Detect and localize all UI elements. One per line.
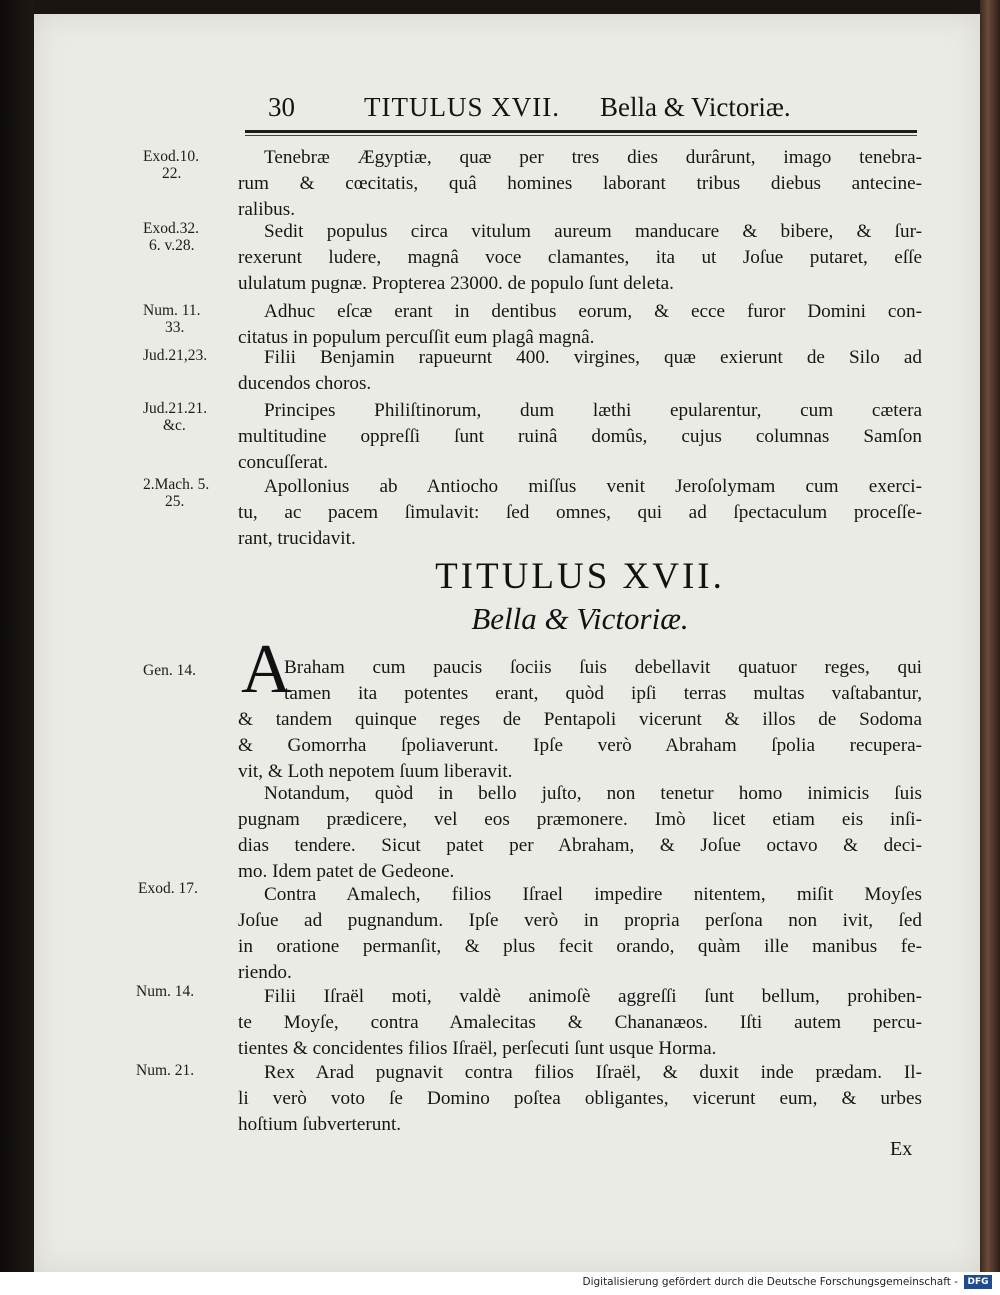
- margin-reference: 2.Mach. 5. 25.: [143, 476, 210, 510]
- entry-paragraph: Adhuc eſcæ erant in dentibus eorum, & ecce furor Domini con- citatus in populum percuſſit eum plagâ magnâ.: [238, 301, 922, 348]
- section-subtitle: Bella & Victoriæ.: [471, 601, 689, 636]
- scan-left-edge: [0, 0, 34, 1272]
- funding-notice: Digitalisierung gefördert durch die Deutsche Forschungsgemeinschaft -: [582, 1276, 958, 1288]
- entry-paragraph: Contra Amalech, filios Iſrael impedire nitentem, miſit Moyſes Joſue ad pugnandum. Ipſe verò in propria perſona non ivit, ſed in oratione permanſit, & plus fecit orando, quàm ille manibus fe- riendo.: [238, 884, 922, 983]
- entry-paragraph: Rex Arad pugnavit contra filios Iſraël, & duxit inde prædam. Il- li verò voto ſe Domino poſtea obligantes, vicerunt eum, & urbes hoſtium ſubverterunt.: [238, 1062, 922, 1135]
- header-rule: [245, 130, 917, 133]
- entry-paragraph: Filii Benjamin rapueurnt 400. virgines, quæ exierunt de Silo ad ducendos choros.: [238, 347, 922, 394]
- entry-paragraph: Sedit populus circa vitulum aureum manducare & bibere, & ſur- rexerunt ludere, magnâ voce clamantes, ita ut Joſue putaret, eſſe ululatum pugnæ. Propterea 23000. de populo ſunt deleta.: [238, 221, 922, 294]
- entry-paragraph: Filii Iſraël moti, valdè animoſè aggreſſi ſunt bellum, prohiben- te Moyſe, contra Amalecitas & Chananæos. Iſti autem percu- tientes & concidentes filios Iſraël, perſecuti ſunt usque Horma.: [238, 986, 922, 1059]
- margin-reference: Num. 21.: [136, 1062, 195, 1079]
- section-title: TITULUS XVII.: [435, 556, 725, 597]
- header-rule-thin: [245, 135, 917, 136]
- margin-reference: Num. 11. 33.: [143, 302, 201, 336]
- margin-reference: Jud.21.21. &c.: [143, 400, 208, 434]
- running-head: [268, 92, 828, 128]
- running-subtitle: Bella & Victoriæ.: [600, 92, 791, 122]
- margin-reference: Exod. 17.: [138, 880, 198, 897]
- running-title: TITULUS XVII.: [364, 92, 560, 122]
- entry-paragraph: Braham cum paucis ſociis ſuis debellavit quatuor reges, qui tamen ita potentes erant, quòd ipſi terras multas vaſtabantur, & tandem quinque reges de Pentapoli vicerunt & illos de Sodoma & Gomorrha ſpoliaverunt. Ipſe verò Abraham ſpolia recupera- vit, & Loth nepotem ſuum liberavit.: [238, 657, 922, 782]
- margin-reference: Jud.21,23.: [143, 347, 208, 364]
- entry-paragraph: Apollonius ab Antiocho miſſus venit Jeroſolymam cum exerci- tu, ac pacem ſimulavit: ſed omnes, qui ad ſpectaculum proceſſe- rant, trucidavit.: [238, 476, 922, 549]
- entry-paragraph: Notandum, quòd in bello juſto, non tenetur homo inimicis ſuis pugnam prædicere, vel eos præmonere. Imò licet etiam eis inſi- dias tendere. Sicut patet per Abraham, & Joſue octavo & deci- mo. Idem patet de Gedeone.: [238, 783, 922, 882]
- margin-reference: Exod.32. 6. v.28.: [143, 220, 199, 254]
- drop-cap: A: [241, 631, 292, 708]
- margin-reference: Num. 14.: [136, 983, 195, 1000]
- margin-reference: Gen. 14.: [143, 662, 196, 679]
- entry-paragraph: Principes Philiſtinorum, dum læthi epularentur, cum cætera multitudine oppreſſi ſunt ruinâ domûs, cujus columnas Samſon concuſſerat.: [238, 400, 922, 473]
- catchword: Ex: [890, 1138, 913, 1160]
- page-number: 30: [268, 92, 295, 122]
- entry-paragraph: Tenebræ Ægyptiæ, quæ per tres dies durârunt, imago tenebra- rum & cœcitatis, quâ homines laborant tribus diebus antecine- ralibus.: [238, 147, 922, 220]
- margin-reference: Exod.10. 22.: [143, 148, 199, 182]
- book-spine-edge: [980, 0, 1000, 1272]
- dfg-logo[interactable]: DFG: [964, 1275, 992, 1289]
